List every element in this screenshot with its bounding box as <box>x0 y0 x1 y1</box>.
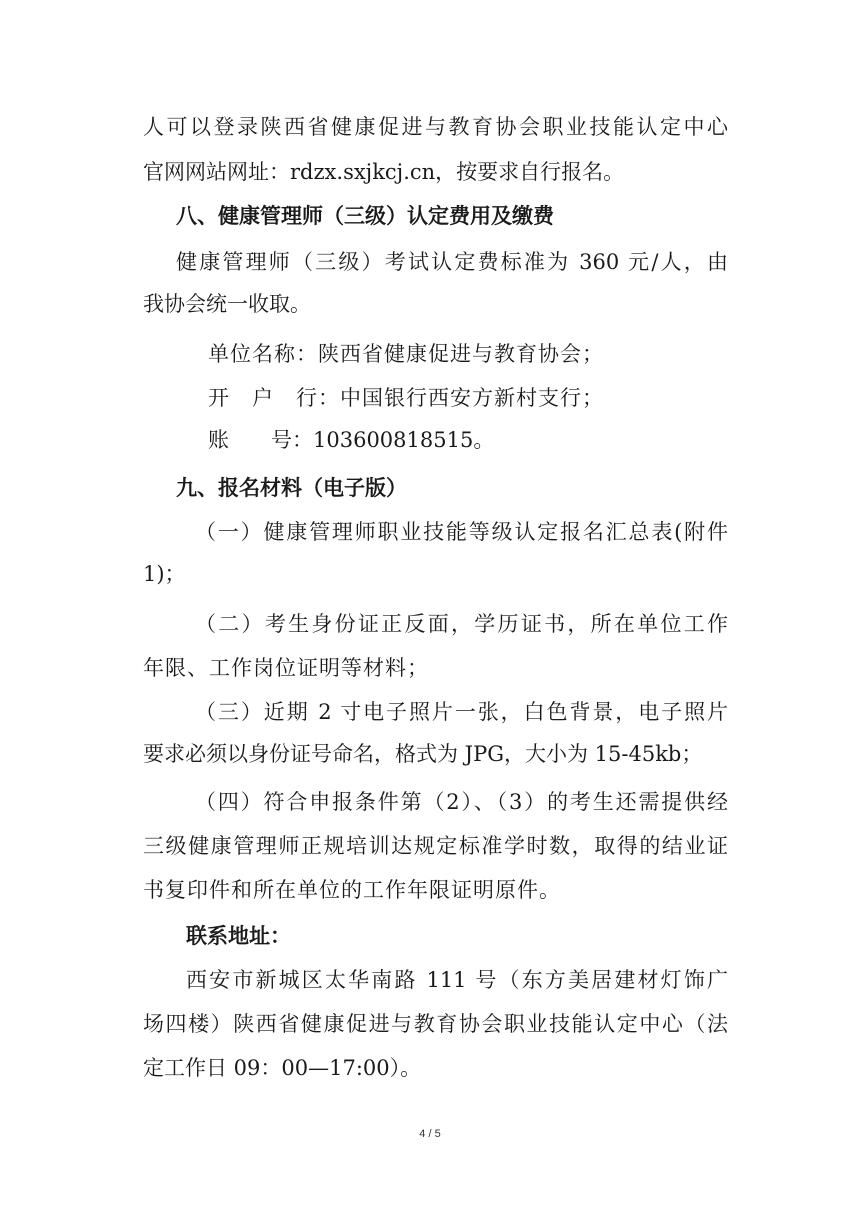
body-text-line: （一）健康管理师职业技能等级认定报名汇总表(附件 <box>195 520 728 544</box>
address-line: 西安市新城区太华南路 111 号（东方美居建材灯饰广 <box>186 968 728 992</box>
address-line: 定工作日 09：00—17:00）。 <box>143 1056 422 1080</box>
body-text-line: 三级健康管理师正规培训达规定标准学时数，取得的结业证 <box>143 834 728 858</box>
body-text-line: 健康管理师（三级）考试认定费标准为 360 元/人，由 <box>176 250 728 274</box>
body-text-line: 我协会统一收取。 <box>143 292 311 316</box>
contact-heading: 联系地址： <box>186 924 291 948</box>
body-text-line: 要求必须以身份证号命名，格式为 JPG，大小为 15-45kb； <box>143 742 703 766</box>
page-number: 4 / 5 <box>419 1128 441 1140</box>
body-text-line: 官网网站网址：rdzx.sxjkcj.cn，按要求自行报名。 <box>143 160 625 184</box>
body-text-line: 书复印件和所在单位的工作年限证明原件。 <box>143 878 561 902</box>
section-heading-8: 八、健康管理师（三级）认定费用及缴费 <box>176 204 554 228</box>
account-number-line: 账 号：103600818515。 <box>208 428 495 452</box>
body-text-line: 年限、工作岗位证明等材料； <box>143 656 429 680</box>
bank-line: 开 户 行：中国银行西安方新村支行； <box>208 386 604 410</box>
body-text-line: （三）近期 2 寸电子照片一张，白色背景，电子照片 <box>195 700 728 724</box>
section-heading-9: 九、报名材料（电子版） <box>176 476 407 500</box>
account-name-line: 单位名称：陕西省健康促进与教育协会； <box>208 342 604 366</box>
body-text-line: （二）考生身份证正反面，学历证书，所在单位工作 <box>195 612 728 636</box>
body-text-line: 1)； <box>143 562 186 586</box>
body-text-line: （四）符合申报条件第（2）、（3）的考生还需提供经 <box>195 790 728 814</box>
body-text-line: 人可以登录陕西省健康促进与教育协会职业技能认定中心 <box>143 115 728 139</box>
address-line: 场四楼）陕西省健康促进与教育协会职业技能认定中心（法 <box>143 1012 728 1036</box>
